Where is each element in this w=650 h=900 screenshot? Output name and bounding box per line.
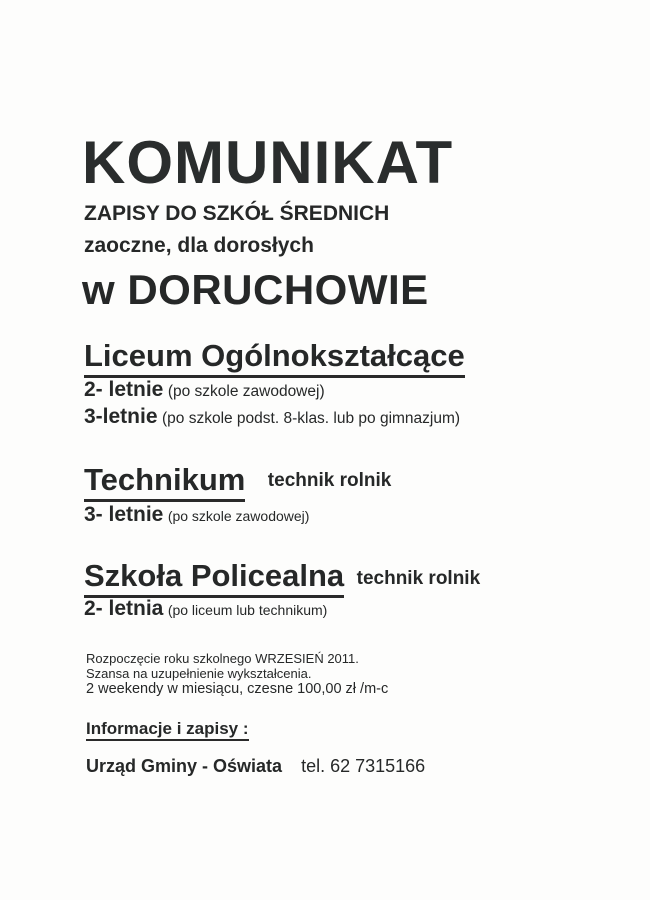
contact-phone: tel. 62 7315166 <box>301 756 426 776</box>
variant-duration: 3- letnie <box>84 503 164 526</box>
subtitle-enrollment: ZAPISY DO SZKÓŁ ŚREDNICH <box>84 202 390 225</box>
variant-note: (po szkole podst. 8-klas. lub po gimnazjum) <box>161 410 461 427</box>
school-heading-liceum: Liceum Ogólnokształcące <box>84 338 465 378</box>
info-heading: Informacje i zapisy : <box>86 719 249 741</box>
detail-start-date: Rozpoczęcie roku szkolnego WRZESIEŃ 2011. <box>86 651 359 666</box>
variant-duration: 2- letnie <box>84 378 164 401</box>
school-variant <box>84 597 327 621</box>
school-variant <box>84 503 309 527</box>
page-title: KOMUNIKAT <box>82 129 454 196</box>
school-header-row <box>84 462 391 502</box>
location-heading: w DORUCHOWIE <box>82 266 429 313</box>
contact-line <box>86 756 425 777</box>
detail-opportunity: Szansa na uzupełnienie wykształcenia. <box>86 666 312 681</box>
school-tag: technik rolnik <box>356 568 481 589</box>
detail-schedule-fee: 2 weekendy w miesiącu, czesne 100,00 zł /m-c <box>86 681 389 697</box>
school-header-row <box>84 558 480 598</box>
variant-note: (po liceum lub technikum) <box>167 602 328 618</box>
contact-office: Urząd Gminy - Oświata <box>86 756 283 776</box>
school-tag: technik rolnik <box>267 470 392 491</box>
variant-note: (po szkole zawodowej) <box>167 508 310 524</box>
school-variant <box>84 405 460 429</box>
school-heading-policealna: Szkoła Policealna <box>84 558 344 598</box>
variant-duration: 3-letnie <box>84 405 158 428</box>
school-variant <box>84 378 325 402</box>
subtitle-mode: zaoczne, dla dorosłych <box>84 234 314 257</box>
school-heading-technikum: Technikum <box>84 462 245 502</box>
variant-note: (po szkole zawodowej) <box>167 383 325 400</box>
variant-duration: 2- letnia <box>84 597 164 620</box>
